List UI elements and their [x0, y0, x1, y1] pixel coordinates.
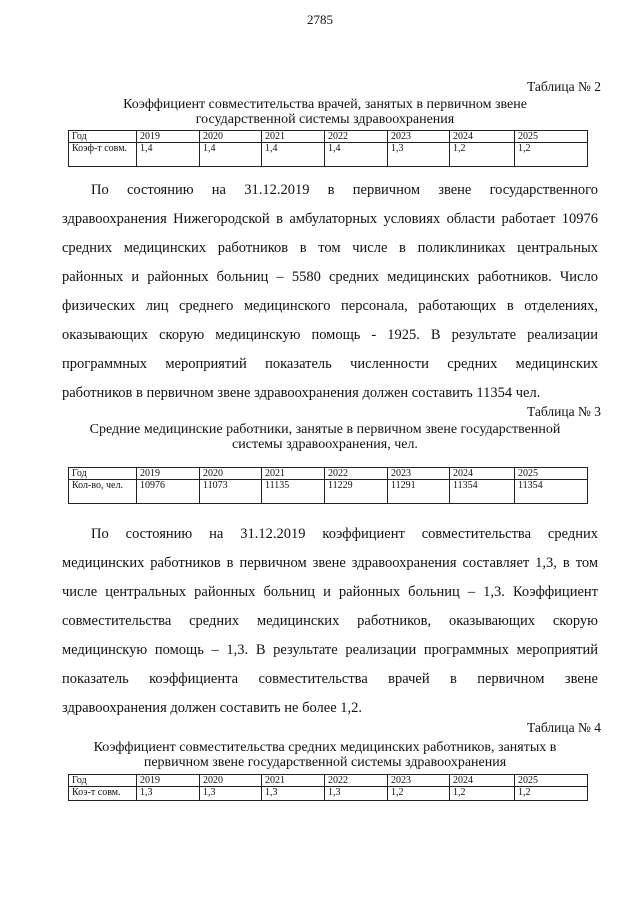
table-cell: 1,4	[262, 143, 325, 167]
table-header-cell: 2023	[388, 775, 450, 787]
table-header-cell: 2022	[325, 468, 388, 480]
table-cell: 10976	[137, 480, 200, 504]
table-cell: 11354	[450, 480, 515, 504]
paragraph-line: медицинских работников в первичном звене здравоохранения составляет 1,3, в том	[62, 555, 598, 571]
table-row	[69, 480, 588, 504]
paragraph-line: числе центральных районных больниц и районных больниц – 1,3. Коэффициент	[62, 584, 598, 600]
table-header-cell: 2021	[262, 131, 325, 143]
table-cell: 11291	[388, 480, 450, 504]
table-cell: 1,3	[262, 787, 325, 801]
table2-title-line: Коэффициент совместительства врачей, занятых в первичном звене	[123, 97, 527, 112]
table-header-cell: Год	[69, 131, 137, 143]
table-cell: 11073	[200, 480, 262, 504]
table-header-cell: 2025	[515, 468, 588, 480]
table-header-cell: 2023	[388, 131, 450, 143]
table3	[68, 467, 588, 504]
paragraph-line: районных и районных больниц – 5580 средних медицинских работников. Число	[62, 269, 598, 285]
table4-title-line: Коэффициент совместительства средних медицинских работников, занятых в	[93, 740, 557, 755]
paragraph-line: оказывающих скорую медицинскую помощь - 1925. В результате реализации	[62, 327, 598, 343]
table-header-cell: 2024	[450, 468, 515, 480]
table-header-cell: 2024	[450, 131, 515, 143]
table-header-cell: 2025	[515, 131, 588, 143]
table3-title-line: системы здравоохранения, чел.	[232, 437, 418, 452]
table-header-cell: 2020	[200, 468, 262, 480]
table-header-cell: 2022	[325, 775, 388, 787]
table-header-row	[69, 131, 588, 143]
table-cell: Кол-во, чел.	[69, 480, 137, 504]
table-header-cell: 2025	[515, 775, 588, 787]
paragraph-line: совместительства средних медицинских работников, оказывающих скорую	[62, 613, 598, 629]
paragraph-line: здравоохранения Нижегородской в амбулаторных условиях области работает 10976	[62, 211, 598, 227]
table-cell: 1,2	[515, 787, 588, 801]
table-cell: 1,4	[325, 143, 388, 167]
paragraph-line: физических лиц среднего медицинского персонала, работающих в отделениях,	[62, 298, 598, 314]
table-cell: Коэф-т совм.	[69, 143, 137, 167]
table2-label: Таблица № 2	[527, 79, 601, 94]
table-header-cell: 2022	[325, 131, 388, 143]
table-cell: Коэ-т совм.	[69, 787, 137, 801]
table-cell: 1,2	[450, 787, 515, 801]
paragraph-line: По состоянию на 31.12.2019 коэффициент совместительства средних	[91, 526, 598, 542]
table4-title	[40, 740, 610, 770]
paragraph-line: здравоохранения должен составить не более 1,2.	[62, 700, 363, 716]
paragraph-line: программных мероприятий показатель численности средних медицинских	[62, 356, 598, 372]
table-cell: 1,2	[515, 143, 588, 167]
paragraph-1	[62, 176, 598, 408]
table-header-cell: 2019	[137, 131, 200, 143]
table-header-cell: 2021	[262, 775, 325, 787]
table2	[68, 130, 588, 167]
table4-title-line: первичном звене государственной системы здравоохранения	[143, 755, 507, 770]
table-cell: 1,2	[450, 143, 515, 167]
table-cell: 11135	[262, 480, 325, 504]
table-cell: 1,3	[137, 787, 200, 801]
table-header-cell: 2019	[137, 775, 200, 787]
table-cell: 11229	[325, 480, 388, 504]
table-header-cell: 2024	[450, 775, 515, 787]
paragraph-line: медицинскую помощь – 1,3. В результате реализации программных мероприятий	[62, 642, 598, 658]
table-cell: 1,4	[200, 143, 262, 167]
paragraph-line: средних медицинских работников в том числе в поликлиниках центральных	[62, 240, 598, 256]
table-cell: 11354	[515, 480, 588, 504]
table-row	[69, 143, 588, 167]
table-header-cell: 2021	[262, 468, 325, 480]
table-cell: 1,2	[388, 787, 450, 801]
paragraph-line: показатель коэффициента совместительства врачей в первичном звене	[62, 671, 598, 687]
table-header-cell: 2020	[200, 775, 262, 787]
page-number: 2785	[307, 12, 333, 27]
table-header-row	[69, 775, 588, 787]
table-header-cell: 2019	[137, 468, 200, 480]
paragraph-2	[62, 520, 598, 723]
paragraph-line: По состоянию на 31.12.2019 в первичном звене государственного	[91, 182, 598, 198]
table3-title	[40, 422, 610, 452]
table-header-cell: Год	[69, 468, 137, 480]
table-cell: 1,4	[137, 143, 200, 167]
table-row	[69, 787, 588, 801]
table2-title-line: государственной системы здравоохранения	[195, 112, 455, 127]
table4-label: Таблица № 4	[527, 720, 601, 735]
table-cell: 1,3	[325, 787, 388, 801]
table3-label: Таблица № 3	[527, 404, 601, 419]
table2-title	[60, 97, 590, 127]
table-header-cell: Год	[69, 775, 137, 787]
table4	[68, 774, 588, 801]
table-cell: 1,3	[388, 143, 450, 167]
table-header-cell: 2023	[388, 468, 450, 480]
table-header-cell: 2020	[200, 131, 262, 143]
paragraph-line: работников в первичном звене здравоохранения должен составить 11354 чел.	[62, 385, 541, 401]
table-cell: 1,3	[200, 787, 262, 801]
table3-title-line: Средние медицинские работники, занятые в первичном звене государственной	[89, 422, 561, 437]
table-header-row	[69, 468, 588, 480]
